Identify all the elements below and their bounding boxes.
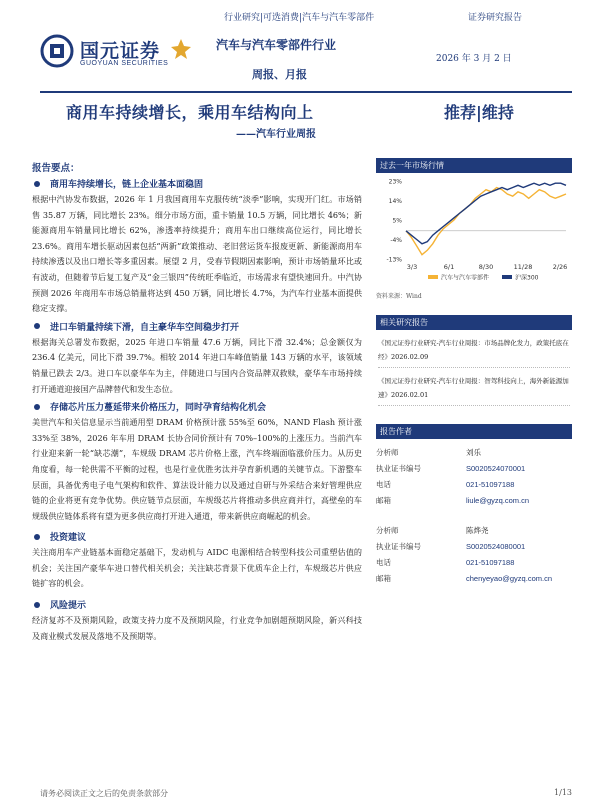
section-heading: 存储芯片压力蔓延带来价格压力，同时孕育结构化机会 bbox=[32, 400, 362, 413]
analyst-cert: S0020524080001 bbox=[466, 542, 526, 551]
page-footer bbox=[40, 788, 572, 799]
x-tick-label: 8/30 bbox=[478, 263, 494, 271]
x-tick-label: 3/3 bbox=[406, 263, 418, 271]
market-chart-box bbox=[376, 158, 572, 300]
market-trend-chart bbox=[376, 173, 572, 285]
legend-swatch bbox=[502, 275, 512, 279]
page-number: 1/13 bbox=[554, 788, 572, 797]
y-tick-label: 14% bbox=[388, 198, 402, 205]
analyst-email[interactable]: chenyeyao@gyzq.com.cn bbox=[466, 574, 552, 583]
header-divider bbox=[40, 91, 572, 93]
bullet-icon bbox=[34, 404, 40, 410]
section-heading: 商用车持续增长，链上企业基本面稳固 bbox=[32, 177, 362, 190]
series-line bbox=[406, 188, 566, 255]
chart-source: 资料来源：Wind bbox=[376, 293, 422, 300]
y-tick-label: -4% bbox=[390, 237, 402, 244]
analysts-box bbox=[376, 424, 572, 587]
risk-heading: 风险提示 bbox=[32, 598, 362, 611]
bullet-icon bbox=[34, 534, 40, 540]
logo-text-cn: 国元证券 bbox=[80, 40, 161, 62]
series-line bbox=[406, 183, 566, 244]
report-type: 周报、月报 bbox=[252, 68, 307, 81]
bullet-icon bbox=[34, 181, 40, 187]
section-text: 美世汽车和关信息显示当前通用型 DRAM 价格预计涨 55%至 60%，NAND Flash 预计涨 33%至 38%，2026 年车用 DRAM 长协合同价预计有 70%–100%的上涨压力。当前汽车行业迎来新一轮“缺芯潮”，车规级 DRAM 芯片价格上涨，汽车终端面临涨价压力。从历史角度看，每一轮供需不平衡的过程，也是行业优胜劣汰并孕育新机遇的关键节点。下游整车层面，具备优秀电子电气架构和软件、算法设计能力以及通过自研与外采结合来好管理供应链的企业将更有竞争优势。供应链节点层面，车规级芯片将推动多供应商并行，高壁垒的车规级供应链体系将有望为更多供应商打开进入通道，带来新供应商崛起的机会。 bbox=[32, 417, 362, 521]
section-text: 根据海关总署发布数据，2025 年进口车销量 47.6 万辆，同比下滑 32.4%；总金额仅为 236.4 亿美元，同比下滑 39.7%。相较 2014 年进口车峰值销量 143 万辆的水平，该领域销量已跌去 2/3。进口车以豪华车为主，伴随进口与国内合资品牌双救赎，豪华车市场持续打开通道迎接国产品牌替代和发生态位。 bbox=[32, 336, 362, 394]
invest-heading: 投资建议 bbox=[32, 530, 362, 543]
related-header: 相关研究报告 bbox=[376, 315, 572, 330]
related-reports bbox=[376, 315, 572, 412]
summary-column bbox=[32, 160, 362, 644]
category-tags: 行业研究|可选消费|汽车与汽车零部件 bbox=[224, 13, 375, 23]
y-tick-label: 23% bbox=[388, 178, 402, 186]
analysts-header: 报告作者 bbox=[376, 424, 572, 439]
legend-label: 沪深300 bbox=[515, 274, 539, 282]
risk-text: 经济复苏不及预期风险，政策支持力度不及预期风险，行业竞争加剧超预期风险，新兴科技及商业模式发展及落地不及预期等。 bbox=[32, 615, 362, 641]
report-subtitle: ——汽车行业周报 bbox=[236, 129, 316, 140]
bullet-icon bbox=[34, 323, 40, 329]
analyst-card: 分析师 刘乐 执业证书编号 S0020524070001 电话 021-51097188 邮箱 liule@gyzq.com.cn bbox=[376, 445, 572, 509]
x-tick-label: 2/26 bbox=[552, 263, 568, 271]
logo-emblem-icon bbox=[40, 34, 76, 68]
section-text: 根据中汽协发布数据，2026 年 1 月我国商用车克服传统“淡季”影响，实现开门红。市场销售 35.87 万辆，同比增长 23%。细分市场方面，重卡销量 10.5 万辆，同比增长 46%；新能源商用车销量同比增长 62%，渗透率持续提升；商用车出口继续高位运行，同比增长 23.6%。商用车增长驱动因素包括“两新”政策推动、老旧营运货车报废更新、新能源商用车持续渗透以及出口增长等多重因素。展望 2 月，受春节假期因素影响，预计市场销量环比或有波动，但随着节后复工复产及“金三银四”传统旺季临近，市场需求有望快速回升。中汽协预测 2026 年商用车市场总销量将达到 450 万辆，同比增长 4.7%，为汽车行业基本面提供稳定支撑。 bbox=[32, 194, 362, 314]
x-tick-label: 11/28 bbox=[513, 263, 533, 271]
report-title: 商用车持续增长，乘用车结构向上 bbox=[66, 103, 314, 122]
investment-rating: 推荐|维持 bbox=[444, 103, 514, 122]
report-date: 2026 年 3 月 2 日 bbox=[436, 54, 512, 64]
analyst-phone: 021-51097188 bbox=[466, 558, 515, 567]
logo-star-icon bbox=[170, 38, 192, 60]
x-tick-label: 6/1 bbox=[443, 263, 455, 271]
related-report-item[interactable]: 《国元证券行业研究-汽车行业周报：市场品牌化发力，政策托底在经》2026.02.09 bbox=[378, 336, 570, 368]
y-tick-label: 5% bbox=[392, 217, 402, 225]
disclaimer-note: 请务必阅读正文之后的免责条款部分 bbox=[40, 789, 168, 798]
analyst-cert: S0020524070001 bbox=[466, 464, 526, 473]
logo-text-en: GUOYUAN SECURITIES bbox=[80, 60, 169, 67]
analyst-card: 分析师 陈烨尧 执业证书编号 S0020524080001 电话 021-51097188 邮箱 chenyeyao@gyzq.com.cn bbox=[376, 523, 572, 587]
analyst-name: 陈烨尧 bbox=[466, 526, 489, 535]
analyst-phone: 021-51097188 bbox=[466, 480, 515, 489]
summary-label: 报告要点： bbox=[32, 163, 80, 174]
industry-title: 汽车与汽车零部件行业 bbox=[216, 38, 337, 52]
invest-text: 关注商用车产业链基本面稳定基础下，发动机与 AIDC 电源相结合转型科技公司重塑估值的机会；关注国产豪华车进口替代相关机会；关注缺芯背景下优质车企上行，车规级芯片供应链扩容的机会。 bbox=[32, 547, 362, 589]
document-label: 证券研究报告 bbox=[468, 13, 523, 23]
section-heading: 进口车销量持续下滑，自主豪华车空间稳步打开 bbox=[32, 320, 362, 333]
analyst-email[interactable]: liule@gyzq.com.cn bbox=[466, 496, 530, 505]
legend-swatch bbox=[428, 275, 438, 279]
chart-box-header: 过去一年市场行情 bbox=[376, 158, 572, 173]
analyst-name: 刘乐 bbox=[466, 448, 481, 457]
y-tick-label: -13% bbox=[386, 256, 402, 264]
related-report-item[interactable]: 《国元证券行业研究-汽车行业周报：智驾科技向上，海外新能源加速》2026.02.01 bbox=[378, 374, 570, 406]
legend-label: 汽车与汽车零部件 bbox=[441, 274, 490, 282]
bullet-icon bbox=[34, 602, 40, 608]
